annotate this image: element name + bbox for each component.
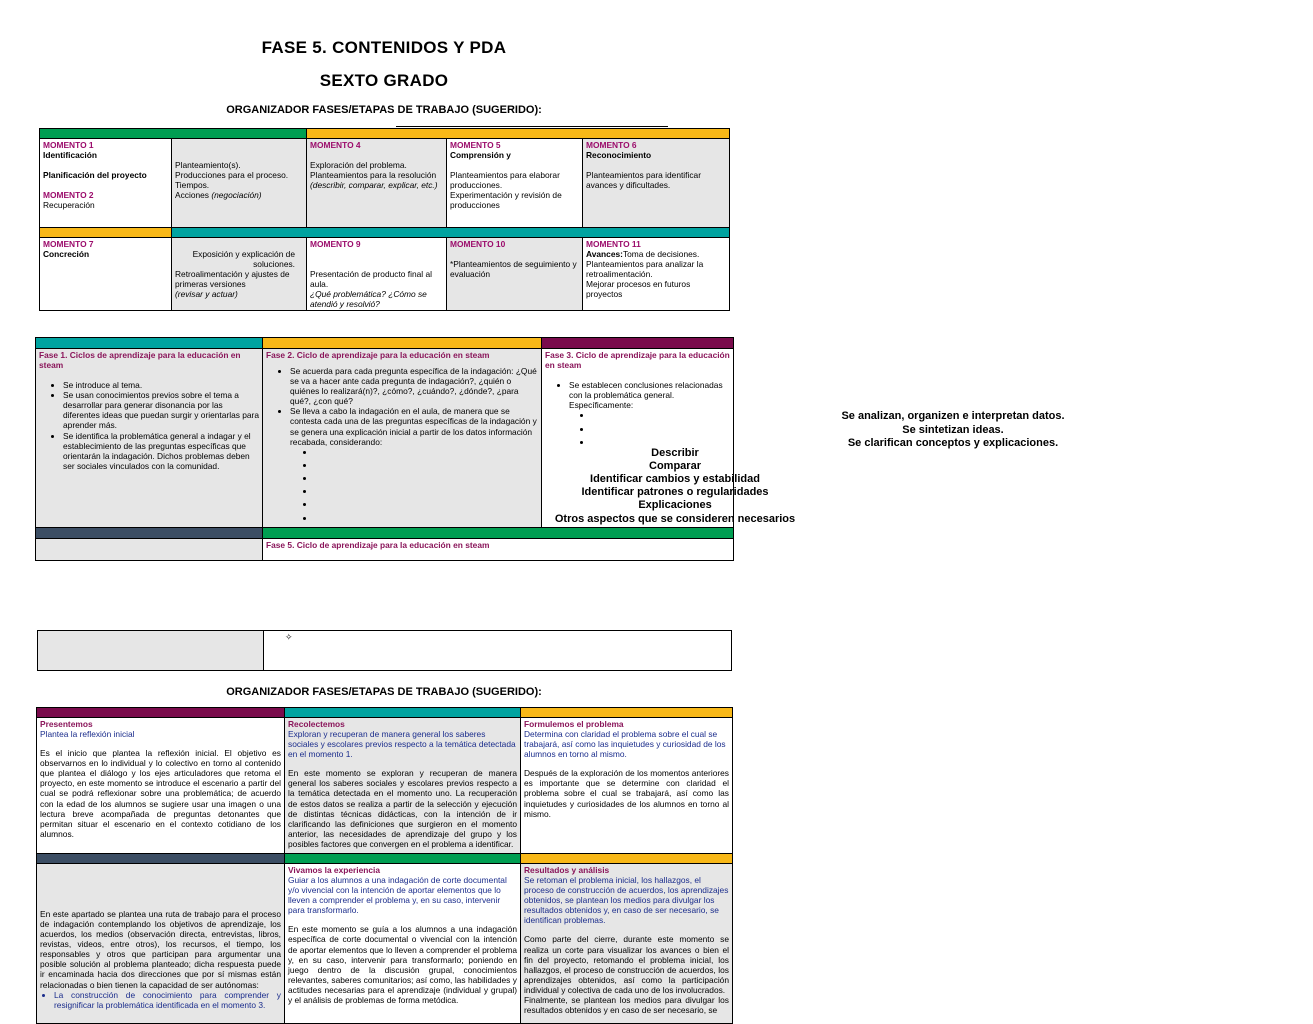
phase-recolectemos: Recolectemos Exploran y recuperan de manera general los saberes sociales y escolares previos respecto a la temática detectada en el momento 1. En este momento se exploran y recuperan de manera general los saberes sociales y escolares previos respecto a la temática detectada en el momento uno. La recuperación de estos datos se realiza a partir de la selección y ejecución de distintas técnicas didácticas, con la intención de ir clarificando las definiciones que surgieron en el momento anterior, las necesidades de aprendizaje del grupo y los posibles factores que convergen en el problema a identificar. xyxy=(285,718,521,854)
steam-green-band xyxy=(263,527,734,538)
teal-band xyxy=(172,228,730,238)
steam-orange-band xyxy=(263,338,542,349)
empty-cell-left xyxy=(38,631,264,671)
moment-10-cell: MOMENTO 10 *Planteamientos de seguimiento y evaluación xyxy=(447,238,583,311)
phase-formulemos: Formulemos el problema Determina con claridad el problema sobre el cual se trabajará, así como las inquietudes y curiosidad de los alumnos en torno al mismo. Después de la exploración de los momentos anteriores es importante que se determine con claridad el problema sobre el cual se trabajará, así como las inquietudes y curiosidades de los alumnos en torno al mismo. xyxy=(521,718,733,854)
steam-slate-band xyxy=(36,527,263,538)
moment-11-cell: MOMENTO 11 Avances:Toma de decisiones. Planteamientos para analizar la retroalimentación. Mejorar procesos en futuros proyectos xyxy=(583,238,730,311)
phases-orange-band-2 xyxy=(521,854,733,864)
empty-table xyxy=(37,630,732,671)
phases-table xyxy=(36,707,733,1024)
phases-plum-band xyxy=(37,708,285,718)
diamond-bullet: ✧ xyxy=(285,632,293,642)
organizer-heading: ORGANIZADOR FASES/ETAPAS DE TRABAJO (SUGERIDO): xyxy=(226,104,542,116)
orange-band xyxy=(307,129,730,139)
phases-green-band xyxy=(285,854,521,864)
grade-title: SEXTO GRADO xyxy=(319,71,449,90)
phases-slate-band xyxy=(37,854,285,864)
steam-phase-1: Fase 1. Ciclos de aprendizaje para la educación en steam • Se introduce al tema. • Se usan conocimientos previos sobre el tema a desarrollar para generar disonancia por las diferentes ideas que puedan surgir y orientarlas para aprender más. • Se identifica la problemática general a indagar y el establecimiento de las preguntas específicas que orientarán la indagación. Dichos problemas deben ser sociales vinculados con la comunidad. xyxy=(36,349,263,528)
moment-9-cell: MOMENTO 9 Presentación de producto final al aula. ¿Qué problemática? ¿Cómo se atendió y resolvió? xyxy=(307,238,447,311)
phases-teal-band xyxy=(285,708,521,718)
moments-table xyxy=(39,128,730,311)
moment-6-cell: MOMENTO 6 Reconocimiento Planteamientos para identificar avances y dificultades. xyxy=(583,139,730,228)
phase-organicemos: En este apartado se plantea una ruta de trabajo para el proceso de indagación contemplando los objetivos de aprendizaje, los acuerdos, los medios (observación directa, entrevistas, libros, revistas, videos, entre otros), los recursos, el tiempo, los responsables y otros que participan para argumentar una posible solución al problema planteado; dicha respuesta puede ir encaminada hacia dos direcciones que por sí mismas están relacionadas o bien tienen la capacidad de ser autónomas: • La construcción de conocimiento para comprender y resignificar la problemática identificada en el momento 3. xyxy=(37,864,285,1024)
steam-phase-4 xyxy=(36,538,263,560)
steam-phase-5: Fase 5. Ciclo de aprendizaje para la educación en steam xyxy=(263,538,734,560)
phase-vivamos: Vivamos la experiencia Guiar a los alumnos a una indagación de corte documental y/o vivencial con la intención de aportar elementos que lo lleven a comprender el problema y, en su caso, intervenir para transformarlo. En este momento se guía a los alumnos a una indagación específica de corte documental o vivencial con la intención de aportar elementos que lo lleven a comprender el problema y, en su caso, intervenir para transformarlo; poniendo en juego dentro de la discusión grupal, conocimientos relevantes, saberes comunitarios; así como, las habilidades y actitudes necesarias para el aprendizaje (individual y grupal) y el análisis de problemas de forma metódica. xyxy=(285,864,521,1024)
green-band xyxy=(40,129,307,139)
moment-7-cell: MOMENTO 7 Concreción xyxy=(40,238,172,311)
moment-8-cell: Exposición y explicación de soluciones. Retroalimentación y ajustes de primeras versiones (revisar y actuar) xyxy=(172,238,307,311)
steam-phase-2: Fase 2. Ciclo de aprendizaje para la educación en steam • Se acuerda para cada pregunta específica de la indagación: ¿Qué se va a hacer ante cada pregunta de indagación?, ¿quién o quiénes lo realizará(n)?, ¿cómo?, ¿cuándo?, ¿dónde?, ¿para qué?, ¿con qué? • Se lleva a cabo la indagación en el aula, de manera que se contesta cada una de las preguntas específicas de la indagación y se genera una explicación inicial a partir de los datos información recabada, considerando: • Describir • Comparar • Identificar cambios y estabilidad • Identificar patrones o regularidades • Explicaciones • Otros aspectos que se consideren necesarios xyxy=(263,349,542,528)
moment-5-cell: MOMENTO 5 Comprensión y Planteamientos para elaborar producciones. Experimentación y revisión de producciones xyxy=(447,139,583,228)
underline-rule xyxy=(396,126,668,127)
phase-presentemos: Presentemos Plantea la reflexión inicial Es el inicio que plantea la reflexión inicial. El objetivo es observarnos en lo individual y lo colectivo en torno al contenido que plantea el diálogo y los ejes articuladores que retoma el proyecto, en este momento se introduce el escenario a partir del cual se podrá reflexionar sobre una problemática; de acuerdo con la edad de los alumnos se sugiere usar una imagen o una lectura breve acompañada de preguntas detonantes que permitan situar el escenario en el contexto cotidiano de los alumnos. xyxy=(37,718,285,854)
steam-table xyxy=(35,337,1065,561)
moment-4-cell: MOMENTO 4 Exploración del problema. Planteamientos para la resolución (describir, comparar, explicar, etc.) xyxy=(307,139,447,228)
page-title: FASE 5. CONTENIDOS Y PDA xyxy=(261,38,507,57)
steam-plum-band xyxy=(542,338,734,349)
moment-3-cell: Planteamiento(s). Producciones para el proceso. Tiempos. Acciones (negociación) xyxy=(172,139,307,228)
steam-teal-band xyxy=(36,338,263,349)
organizer-heading-2: ORGANIZADOR FASES/ETAPAS DE TRABAJO (SUGERIDO): xyxy=(226,686,542,698)
phases-orange-band xyxy=(521,708,733,718)
empty-cell-right xyxy=(264,631,732,671)
moment-1-2-cell: MOMENTO 1 Identificación Planificación del proyecto MOMENTO 2 Recuperación xyxy=(40,139,172,228)
phase-resultados: Resultados y análisis Se retoman el problema inicial, los hallazgos, el proceso de construcción de acuerdos, los aprendizajes obtenidos, se plantean los medios para divulgar los resultados obtenidos y, en caso de ser necesario, se identifican problemas. Como parte del cierre, durante este momento se realiza un corte para visualizar los avances o bien el fin del proyecto, retomando el problema inicial, los hallazgos, el proceso de construcción de acuerdos, los aprendizajes obtenidos, así como la participación individual y colectiva de cada uno de los involucrados. Finalmente, se plantean los medios para divulgar los resultados obtenidos y en caso de ser necesario, se xyxy=(521,864,733,1024)
orange-band-2 xyxy=(40,228,172,238)
steam-phase-3: Fase 3. Ciclo de aprendizaje para la educación en steam • Se establecen conclusiones relacionadas con la problemática general. Específicamente: • Se analizan, organizen e interpretan datos. • Se sintetizan ideas. • Se clarifican conceptos y explicaciones. xyxy=(542,349,734,528)
